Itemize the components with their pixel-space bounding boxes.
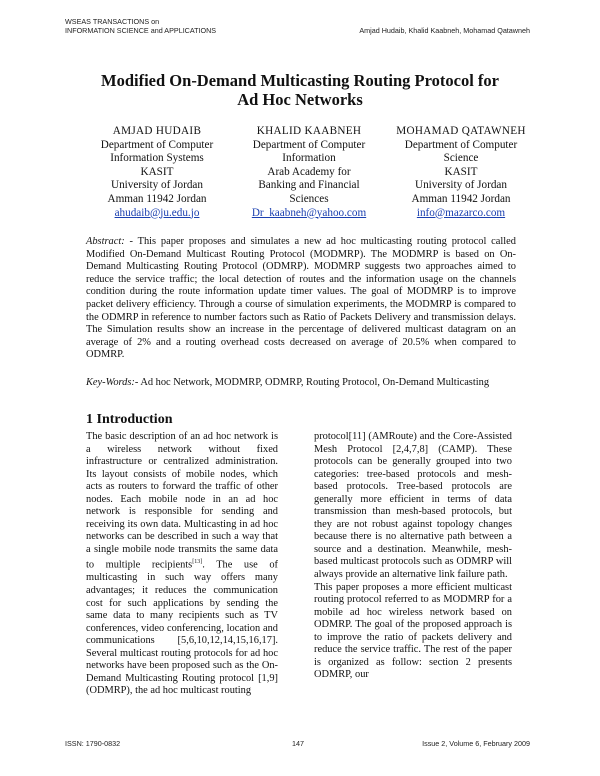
author-affiliation: Information Systems bbox=[110, 152, 204, 165]
author-1 bbox=[88, 125, 226, 220]
author-affiliation: Department of Computer bbox=[252, 138, 366, 151]
author-affiliation: Information bbox=[282, 152, 336, 165]
author-affiliation: Amman 11942 Jordan bbox=[411, 192, 511, 205]
paragraph-text: The basic description of an ad hoc network is a wireless network without fixed infrastructure or centralized administration. Its layout consists of mobile nodes, which acts as routers to forward the traffic of other nodes. Each mobile node in an ad hoc network is responsible for sending and receiving its own data. Multicasting in ad hoc networks can be described in such a way that a single mobile node transmits the same data to multiple recipients bbox=[86, 431, 278, 571]
author-email-link[interactable]: info@mazarco.com bbox=[416, 206, 506, 219]
author-affiliation: Banking and Financial bbox=[258, 179, 360, 192]
journal-header bbox=[65, 17, 216, 35]
author-3 bbox=[392, 125, 530, 220]
section-heading: 1 Introduction bbox=[86, 412, 173, 427]
author-affiliation: Department of Computer bbox=[404, 138, 518, 151]
right-column bbox=[314, 431, 512, 682]
footer-issue: Issue 2, Volume 6, February 2009 bbox=[422, 739, 530, 748]
running-authors: Amjad Hudaib, Khalid Kaabneh, Mohamad Qatawneh bbox=[359, 26, 530, 35]
author-affiliation: Department of Computer bbox=[100, 138, 214, 151]
keywords-text: Ad hoc Network, MODMRP, ODMRP, Routing Protocol, On-Demand Multicasting bbox=[138, 377, 490, 388]
author-affiliation: University of Jordan bbox=[415, 179, 507, 192]
keywords-label: Key-Words:- bbox=[86, 377, 139, 388]
author-2 bbox=[240, 125, 378, 220]
author-affiliation: Science bbox=[443, 152, 479, 165]
author-email-link[interactable]: Dr_kaabneh@yahoo.com bbox=[251, 206, 367, 219]
paper-title bbox=[60, 71, 540, 109]
title-line1: Modified On-Demand Multicasting Routing Protocol for bbox=[101, 71, 499, 90]
paragraph: This paper proposes a more efficient multicast routing protocol referred to as MODMRP for a mobile ad hoc wireless network based on ODMRP. The goal of the proposed approach is to improve the ratio of packets delivery and reduce the service traffic. The rest of the paper is organized as follow: section 2 presents ODMRP, our bbox=[314, 581, 512, 681]
author-affiliation: University of Jordan bbox=[111, 179, 203, 192]
author-affiliation: KASIT bbox=[140, 165, 174, 178]
author-affiliation: Amman 11942 Jordan bbox=[107, 192, 207, 205]
footer-page-number: 147 bbox=[292, 739, 304, 748]
citation-ref: [13] bbox=[192, 559, 203, 566]
title-line2: Ad Hoc Networks bbox=[237, 90, 363, 109]
left-column bbox=[86, 431, 278, 698]
author-name: KHALID KAABNEH bbox=[256, 125, 362, 137]
author-block bbox=[88, 125, 530, 220]
paragraph: protocol[11] (AMRoute) and the Core-Assisted Mesh Protocol [2,4,7,8] (CAMP). These protocols can be generally grouped into two categories: tree-based protocols and mesh-based protocols. Tree-based protocols are generally more efficient in terms of data transmission than mesh-based protocols, but they are not robust against topology changes because there is no alternative path between a source and a destination. Meanwhile, mesh-based multicast protocols such as ODMRP will always provide an alternative link failure path. bbox=[314, 431, 512, 581]
paragraph bbox=[86, 431, 278, 698]
abstract-label: Abstract: bbox=[86, 236, 125, 247]
journal-name-line1: WSEAS TRANSACTIONS on bbox=[65, 17, 160, 26]
author-name: AMJAD HUDAIB bbox=[112, 125, 202, 137]
author-affiliation: KASIT bbox=[444, 165, 478, 178]
keywords bbox=[86, 377, 516, 390]
author-affiliation: Sciences bbox=[289, 192, 329, 205]
abstract-text: - This paper proposes and simulates a new ad hoc multicasting routing protocol called Modified On-Demand Multicast Routing Protocol (MODMRP). The MODMRP is based on On-Demand Multicasting Routing Protocol (ODMRP). MODMRP suggests two approaches aimed to reduce the service traffic; the local detection of routes and the information usage on the channels condition during the route information update timer values. The goal of MODMRP is to improve packet delivery efficiency. Through a course of simulation experiments, the MODMRP is compared to the ODMRP in reference to number factors such as Ratio of Packets Delivery and transmission delays. The Simulation results show an increase in the percentage of delivered multicast datagram on an average of 2% and a routing overhead costs decreased on average of 20.5% when compared to ODMRP. bbox=[86, 236, 516, 361]
author-name: MOHAMAD QATAWNEH bbox=[396, 125, 526, 137]
author-affiliation: Arab Academy for bbox=[267, 165, 351, 178]
paragraph-text: . The use of multicasting in such way offers many advantages; it reduces the communication cost for such applications by sending the same data to many recipients such as TV conferences, video conferencing, location and communications [5,6,10,12,14,15,16,17]. Several multicast routing protocols for ad hoc networks have been proposed such as the On-Demand Multicasting Routing protocol [1,9] (ODMRP), the ad hoc multicast routing bbox=[86, 559, 278, 697]
journal-name-line2: INFORMATION SCIENCE and APPLICATIONS bbox=[65, 26, 217, 35]
author-email-link[interactable]: ahudaib@ju.edu.jo bbox=[114, 206, 200, 219]
footer-issn: ISSN: 1790-0832 bbox=[65, 739, 121, 748]
abstract bbox=[86, 236, 516, 362]
